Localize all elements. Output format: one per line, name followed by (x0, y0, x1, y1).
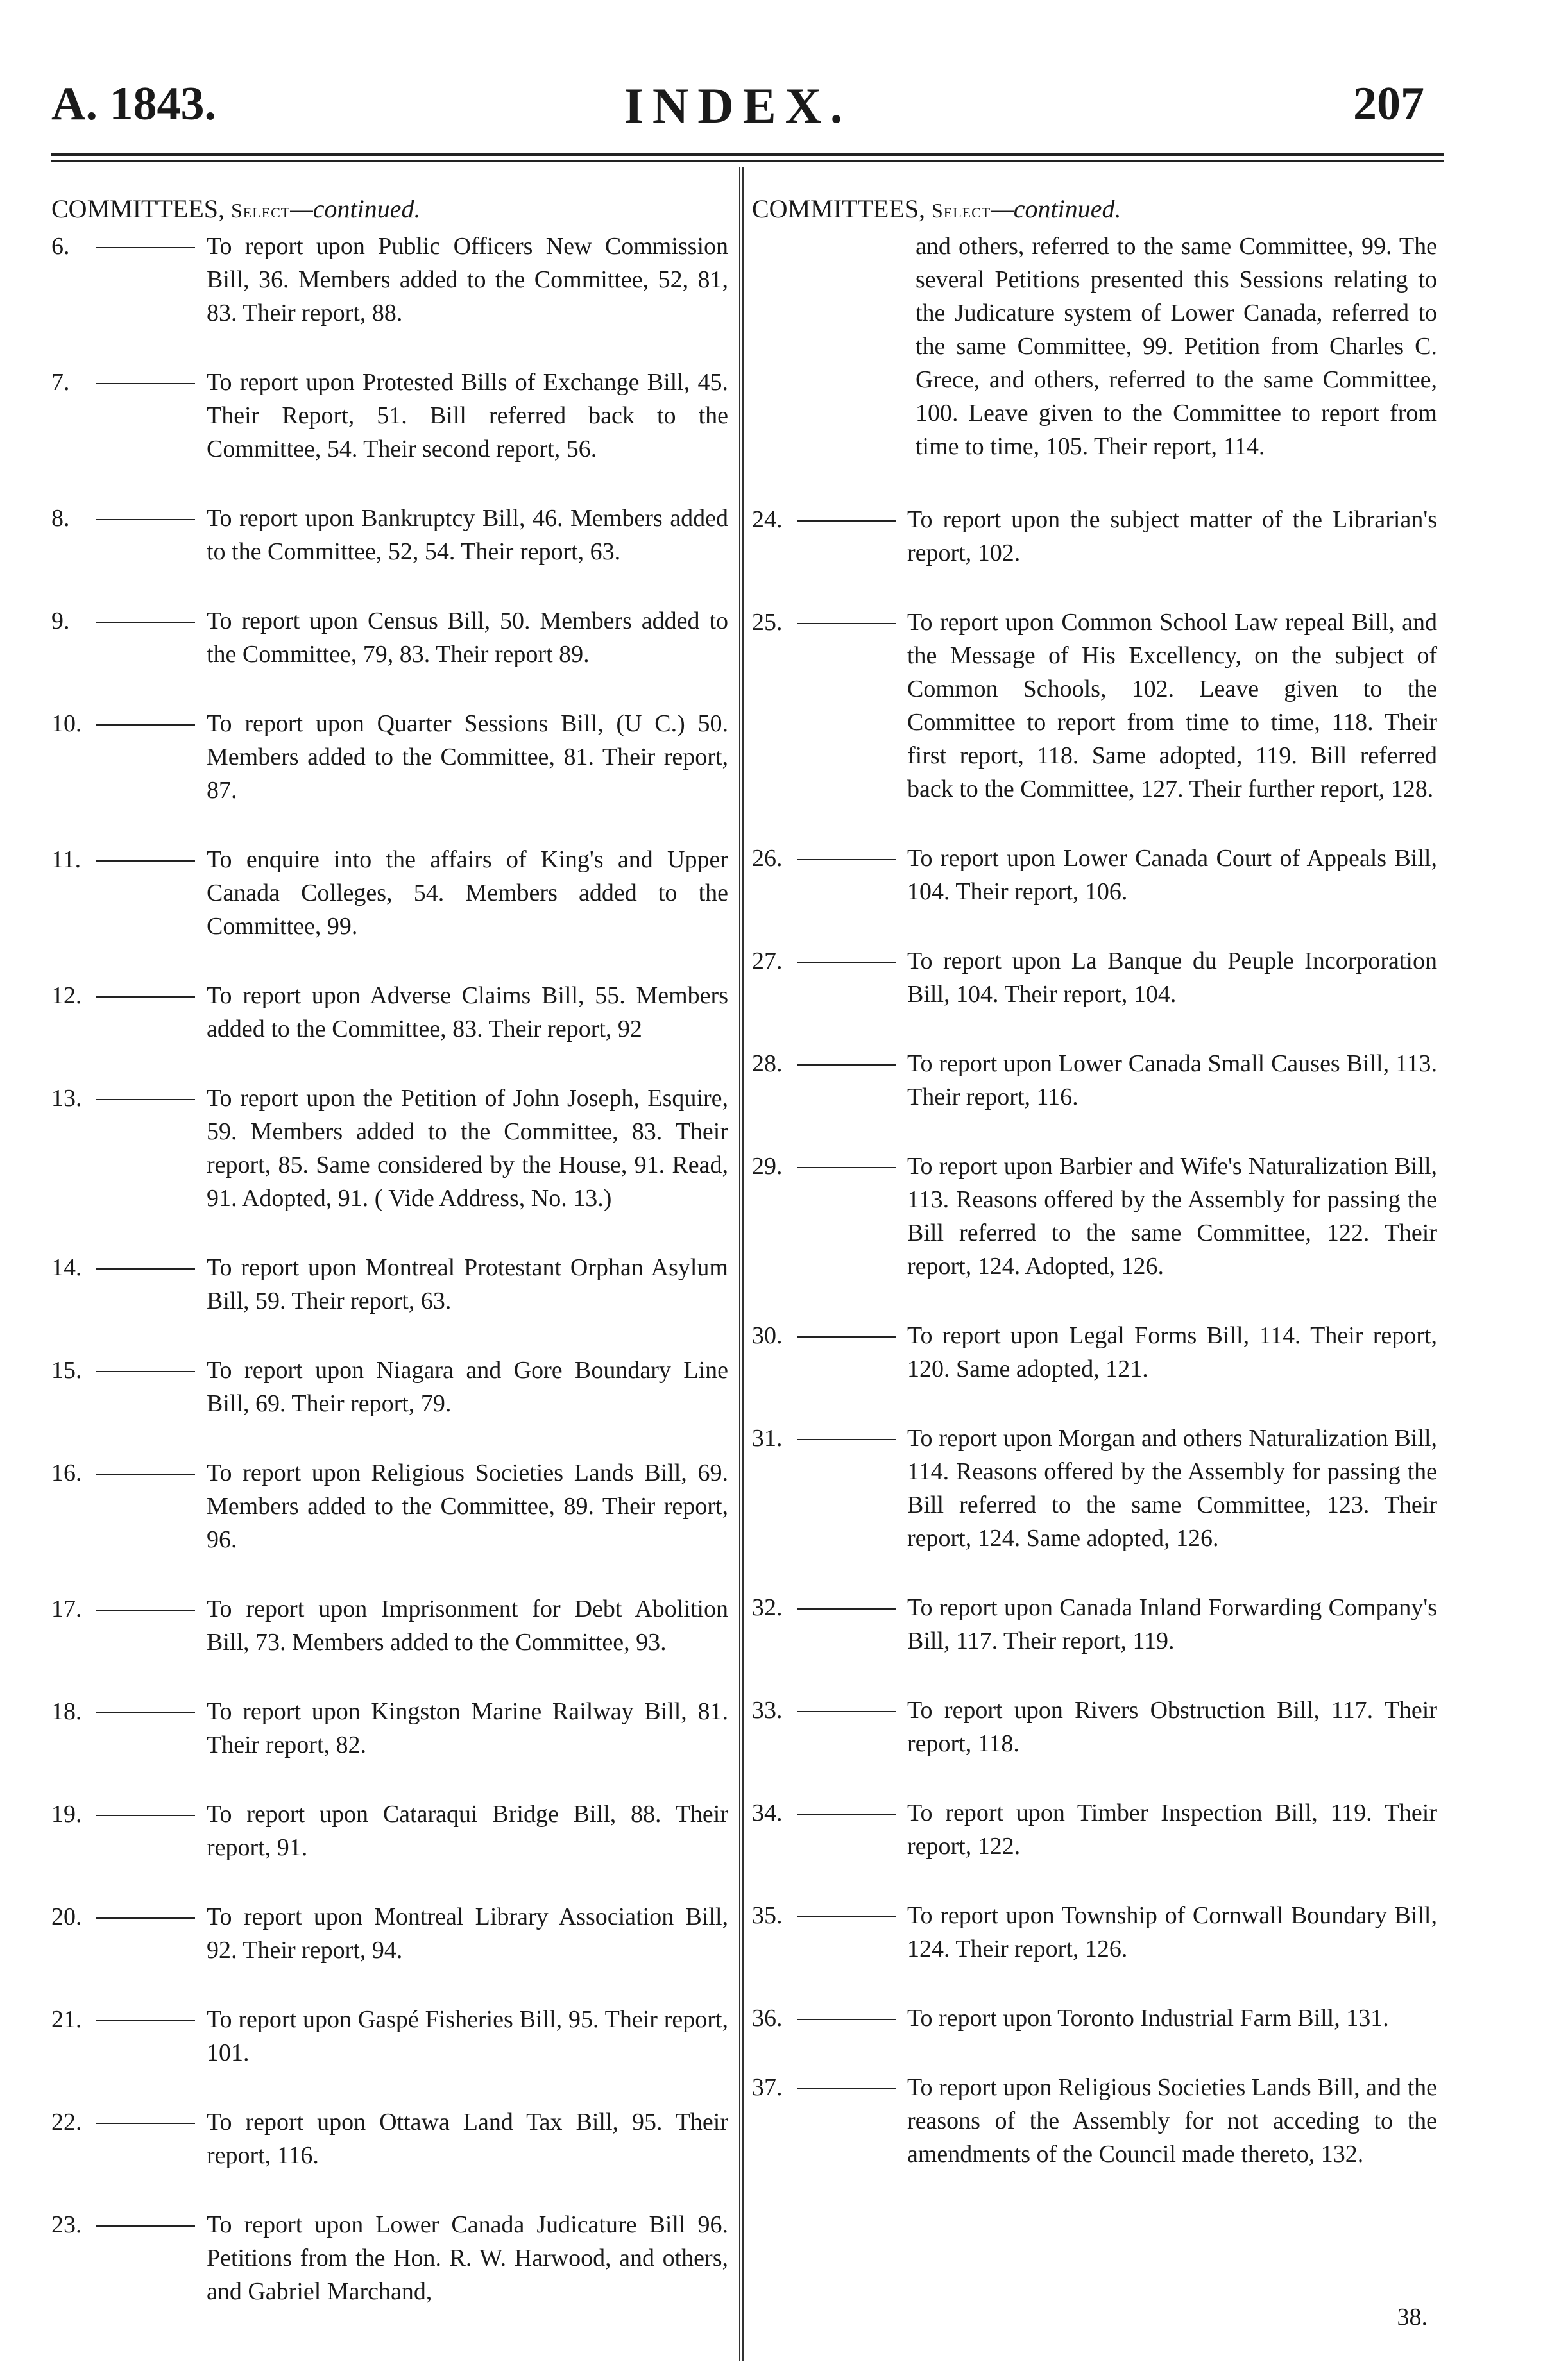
index-entry (51, 1354, 728, 1420)
entry-number: 21. (51, 2006, 82, 2033)
index-entry (51, 1900, 728, 1967)
index-entry (752, 1319, 1437, 1386)
entry-number: 20. (51, 1903, 82, 1930)
entry-text: To report upon Gaspé Fisheries Bill, 95. Their report, 101. (207, 2006, 728, 2066)
entry-dash (792, 2071, 907, 2104)
right-heading-suffix: —continued. (991, 194, 1121, 223)
entry-dash (91, 502, 207, 535)
entry-dash (91, 604, 207, 638)
entry-text: To report upon the subject matter of the Librarian's report, 102. (907, 506, 1437, 566)
column-divider (739, 167, 744, 2361)
index-entry (752, 1899, 1437, 1966)
entry-dash (792, 1150, 907, 1183)
entry-number: 8. (51, 505, 70, 532)
index-entry (51, 502, 728, 568)
index-entry (51, 230, 728, 330)
entry-text: To enquire into the affairs of King's and Upper Canada Colleges, 54. Members added to the Committee, 99. (207, 846, 728, 940)
entry-text: To report upon Religious Societies Lands Bill, and the reasons of the Assembly for not acceding to the amendments of the Council made thereto, 132. (907, 2074, 1437, 2168)
entry-text: To report upon Ottawa Land Tax Bill, 95. Their report, 116. (207, 2109, 728, 2169)
right-heading-main: COMMITTEES, (752, 194, 932, 223)
index-entry (51, 707, 728, 807)
entry-number: 29. (752, 1153, 783, 1180)
entry-number: 17. (51, 1595, 82, 1622)
index-entry (51, 2105, 728, 2172)
header-year: A. 1843. (51, 78, 216, 130)
entry-text: To report upon Common School Law repeal Bill, and the Message of His Excellency, on the subject of Common Schools, 102. Leave given to the Committee to report from time to time, 118. Their first report, 118. Same adopted, 119. Bill referred back to the Committee, 127. Their further report, 128. (907, 609, 1437, 803)
index-entry (51, 2003, 728, 2070)
right-heading-small: Select (932, 199, 991, 222)
entry-number: 32. (752, 1594, 783, 1621)
entry-text: To report upon Legal Forms Bill, 114. Their report, 120. Same adopted, 121. (907, 1322, 1437, 1382)
entry-number: 34. (752, 1799, 783, 1826)
right-column-heading (752, 192, 1437, 227)
index-entry (51, 604, 728, 671)
next-entry-number: 38. (1397, 2304, 1428, 2331)
page-title: INDEX. (624, 78, 852, 133)
index-entry (752, 1150, 1437, 1283)
index-entry (752, 1422, 1437, 1555)
entry-text: To report upon Religious Societies Lands Bill, 69. Members added to the Committee, 89. Their report, 96. (207, 1459, 728, 1553)
entry-number: 10. (51, 710, 82, 737)
entry-dash (792, 1047, 907, 1080)
entry-number: 30. (752, 1322, 783, 1349)
index-entry (752, 503, 1437, 570)
entry-text: To report upon Timber Inspection Bill, 119. Their report, 122. (907, 1799, 1437, 1860)
index-entry (752, 944, 1437, 1011)
right-entry-list (752, 503, 1437, 2171)
page-header (51, 77, 1424, 135)
entry-text: To report upon Montreal Protestant Orphan Asylum Bill, 59. Their report, 63. (207, 1254, 728, 1314)
entry-dash (91, 843, 207, 876)
entry-text: To report upon Rivers Obstruction Bill, 117. Their report, 118. (907, 1697, 1437, 1757)
header-rule-thick (51, 153, 1444, 156)
entry-text: To report upon Barbier and Wife's Naturalization Bill, 113. Reasons offered by the Assembly for passing the Bill referred to the same Committee, 122. Their report, 124. Adopted, 126. (907, 1153, 1437, 1280)
page-number: 207 (1353, 78, 1424, 130)
index-entry (752, 606, 1437, 806)
entry-dash (792, 1422, 907, 1455)
index-entry (752, 2002, 1437, 2035)
entry-dash (792, 842, 907, 875)
entry-number: 12. (51, 982, 82, 1009)
left-heading-suffix: —continued. (290, 194, 421, 223)
entry-number: 26. (752, 845, 783, 872)
entry-number: 14. (51, 1254, 82, 1281)
entry-number: 22. (51, 2109, 82, 2136)
entry-number: 9. (51, 608, 70, 634)
header-rule-thin (51, 160, 1444, 162)
left-heading-main: COMMITTEES, (51, 194, 231, 223)
left-column (51, 192, 728, 2344)
index-entry (752, 1591, 1437, 1658)
entry-number: 23. (51, 2211, 82, 2238)
entry-number: 6. (51, 233, 70, 260)
entry-number: 37. (752, 2074, 783, 2101)
left-entry-list (51, 230, 728, 2308)
index-entry (51, 1456, 728, 1556)
left-heading-small: Select (231, 199, 291, 222)
index-entry (51, 1251, 728, 1318)
right-column (752, 192, 1437, 2207)
entry-dash (91, 1354, 207, 1387)
left-column-heading (51, 192, 728, 227)
entry-number: 31. (752, 1425, 783, 1452)
index-entry (752, 1796, 1437, 1863)
entry-dash (91, 1251, 207, 1284)
entry-dash (91, 2208, 207, 2241)
continuation-text: and others, referred to the same Committee, 99. The several Petitions presented this Sessions relating to the Judicature system of Lower Canada, referred to the same Committee, 99. Petition from Charles C. Grece, and others, referred to the same Committee, 100. Leave given to the Committee to report from time to time, 105. Their report, 114. (916, 233, 1437, 460)
entry-text: To report upon Niagara and Gore Boundary Line Bill, 69. Their report, 79. (207, 1357, 728, 1417)
index-entry (51, 1592, 728, 1659)
entry-dash (792, 1899, 907, 1932)
entry-number: 36. (752, 2005, 783, 2032)
entry-dash (91, 1082, 207, 1115)
entry-text: To report upon Imprisonment for Debt Abolition Bill, 73. Members added to the Committee, 93. (207, 1595, 728, 1656)
entry-number: 18. (51, 1698, 82, 1725)
entry-number: 16. (51, 1459, 82, 1486)
entry-number: 28. (752, 1050, 783, 1077)
index-entry (51, 1798, 728, 1864)
entry-text: To report upon Canada Inland Forwarding Company's Bill, 117. Their report, 119. (907, 1594, 1437, 1654)
entry-text: To report upon Adverse Claims Bill, 55. Members added to the Committee, 83. Their report, 92 (207, 982, 728, 1042)
index-entry (752, 2071, 1437, 2171)
entry-number: 35. (752, 1902, 783, 1929)
entry-number: 7. (51, 369, 70, 396)
entry-text: To report upon Lower Canada Judicature Bill 96. Petitions from the Hon. R. W. Harwood, and others, and Gabriel Marchand, (207, 2211, 728, 2305)
entry-text: To report upon Township of Cornwall Boundary Bill, 124. Their report, 126. (907, 1902, 1437, 1962)
entry-number: 24. (752, 506, 783, 533)
entry-text: To report upon Cataraqui Bridge Bill, 88. Their report, 91. (207, 1801, 728, 1861)
entry-dash (91, 1900, 207, 1934)
entry-dash (792, 944, 907, 978)
entry-dash (91, 979, 207, 1012)
index-entry (51, 1082, 728, 1215)
entry-text: To report upon Lower Canada Court of Appeals Bill, 104. Their report, 106. (907, 845, 1437, 905)
entry-dash (792, 1796, 907, 1830)
entry-dash (792, 1591, 907, 1624)
entry-text: To report upon Protested Bills of Exchange Bill, 45. Their Report, 51. Bill referred back to the Committee, 54. Their second report, 56. (207, 369, 728, 463)
entry-dash (91, 1592, 207, 1626)
entry-text: To report upon Lower Canada Small Causes Bill, 113. Their report, 116. (907, 1050, 1437, 1110)
entry-text: To report upon Bankruptcy Bill, 46. Members added to the Committee, 52, 54. Their report, 63. (207, 505, 728, 565)
entry-dash (91, 1456, 207, 1490)
entry-text: To report upon Public Officers New Commission Bill, 36. Members added to the Committee, 52, 81, 83. Their report, 88. (207, 233, 728, 327)
entry-number: 13. (51, 1085, 82, 1112)
entry-number: 33. (752, 1697, 783, 1724)
entry-dash (792, 503, 907, 536)
entry-dash (91, 1798, 207, 1831)
entry-dash (91, 2003, 207, 2036)
entry-number: 19. (51, 1801, 82, 1828)
entry-dash (91, 230, 207, 263)
entry-dash (91, 366, 207, 399)
entry-text: To report upon Morgan and others Naturalization Bill, 114. Reasons offered by the Assembly for passing the Bill referred to the same Committee, 123. Their report, 124. Same adopted, 126. (907, 1425, 1437, 1552)
entry-text: To report upon La Banque du Peuple Incorporation Bill, 104. Their report, 104. (907, 948, 1437, 1008)
entry-number: 11. (51, 846, 81, 873)
index-entry (51, 366, 728, 466)
entry-dash (91, 707, 207, 740)
entry-number: 15. (51, 1357, 82, 1384)
entry-dash (792, 1694, 907, 1727)
entry-number: 25. (752, 609, 783, 636)
index-entry (752, 842, 1437, 908)
index-entry (752, 1047, 1437, 1114)
entry-dash (792, 2002, 907, 2035)
entry-text: To report upon the Petition of John Joseph, Esquire, 59. Members added to the Committee, 83. Their report, 85. Same considered by the House, 91. Read, 91. Adopted, 91. ( Vide Address, No. 13.) (207, 1085, 728, 1212)
entry-text: To report upon Quarter Sessions Bill, (U C.) 50. Members added to the Committee, 81. Their report, 87. (207, 710, 728, 804)
entry-dash (91, 1695, 207, 1728)
index-entry (51, 979, 728, 1046)
entry-text: To report upon Kingston Marine Railway Bill, 81. Their report, 82. (207, 1698, 728, 1758)
index-entry (51, 1695, 728, 1762)
entry-text: To report upon Toronto Industrial Farm Bill, 131. (907, 2005, 1389, 2032)
index-entry (51, 2208, 728, 2308)
entry-dash (792, 1319, 907, 1352)
index-entry (51, 843, 728, 943)
entry-text: To report upon Census Bill, 50. Members added to the Committee, 79, 83. Their report 89. (207, 608, 728, 668)
entry-text: To report upon Montreal Library Association Bill, 92. Their report, 94. (207, 1903, 728, 1964)
entry-number: 27. (752, 948, 783, 974)
entry-dash (91, 2105, 207, 2139)
index-entry (752, 1694, 1437, 1760)
entry-dash (792, 606, 907, 639)
